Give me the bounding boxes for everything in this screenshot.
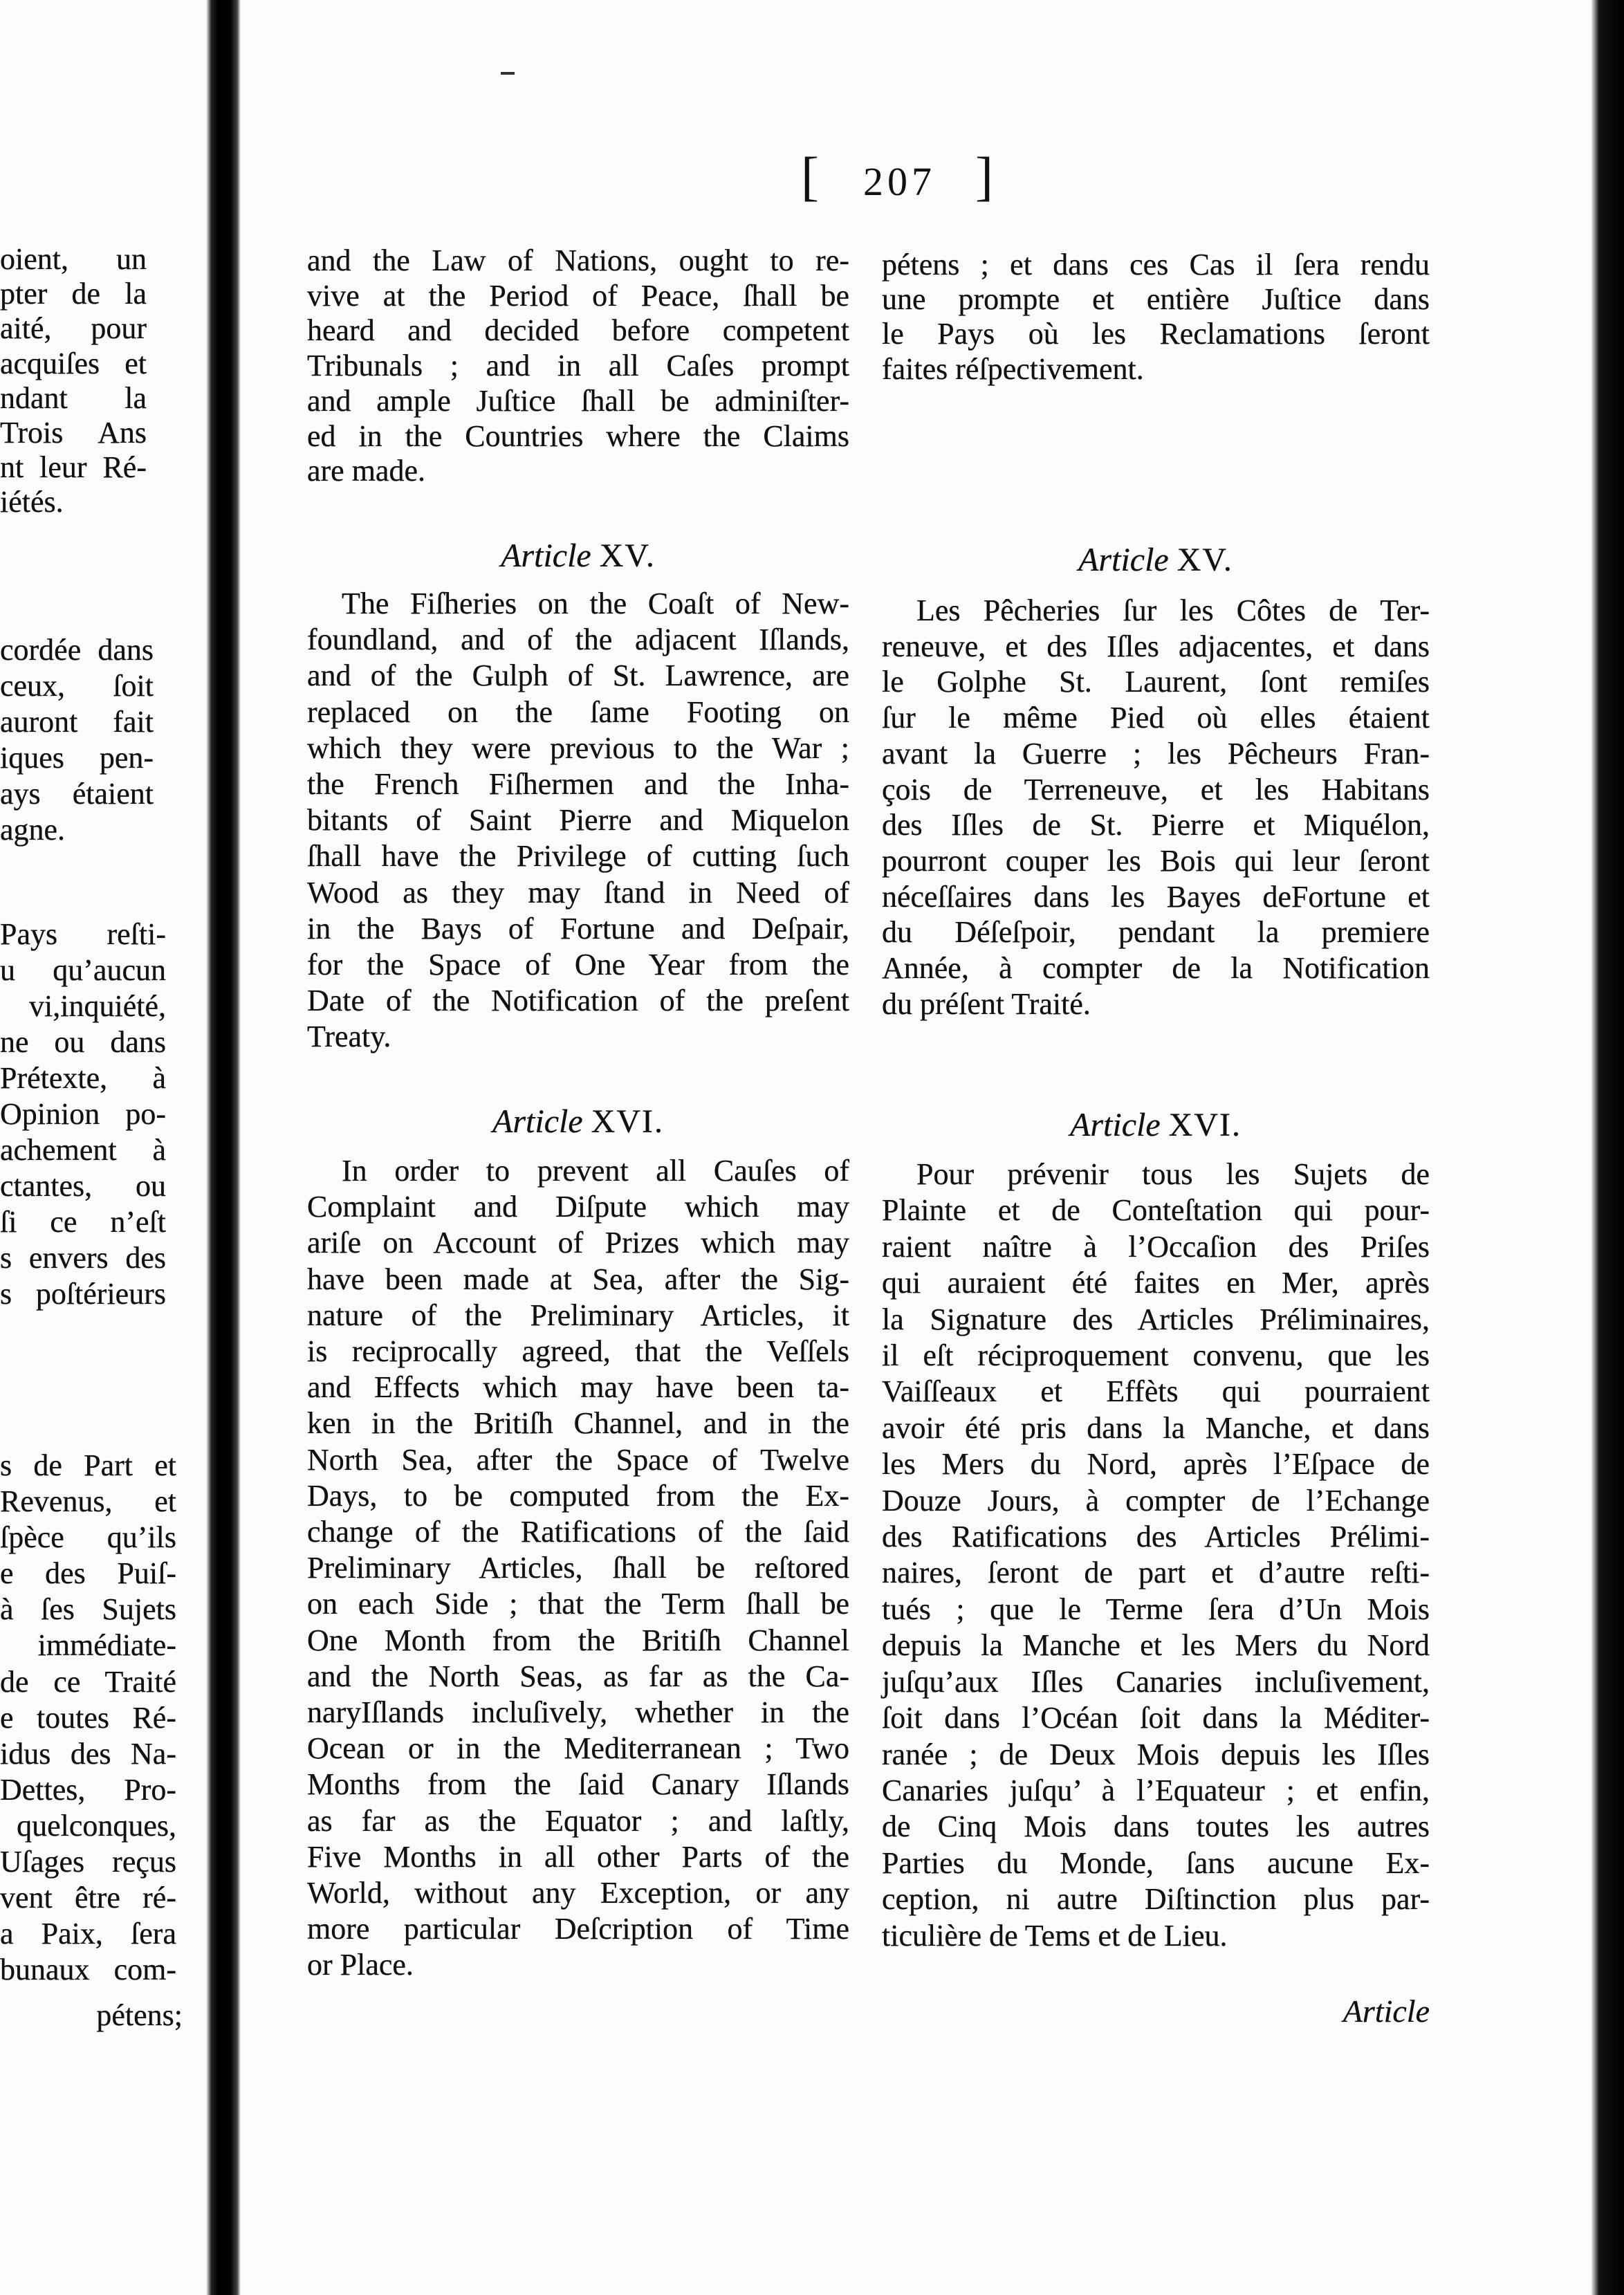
close-bracket: ] — [975, 146, 993, 206]
text-line: çois de Terreneuve, et les Habitans — [882, 772, 1430, 807]
text-line: ticulière de Tems et de Lieu. — [882, 1918, 1228, 1953]
text-line: Wood as they may ſtand in Need of — [307, 875, 849, 910]
french-article-xvi-heading — [882, 1106, 1430, 1145]
text-line: for the Space of One Year from the — [307, 948, 849, 982]
text-line: Pour prévenir tous les Sujets de — [916, 1157, 1430, 1191]
text-line: or Place. — [307, 1948, 414, 1982]
text-line: Tribunals ; and in all Caſes prompt — [307, 349, 849, 383]
text-line: Les Pêcheries ſur les Côtes de Ter- — [916, 593, 1430, 627]
text-line: ſoit dans l’Océan ſoit dans la Méditer- — [882, 1701, 1430, 1735]
fragment-line: immédiate- — [37, 1628, 176, 1663]
fragment-line: à ſes Sujets — [0, 1592, 176, 1627]
text-line: ariſe on Account of Prizes which may — [307, 1226, 849, 1260]
text-line: the French Fiſhermen and the Inha- — [307, 767, 849, 802]
fragment-line: achement à — [0, 1133, 166, 1167]
fragment-line: Pays reſti- — [0, 917, 166, 951]
text-line: Treaty. — [307, 1020, 391, 1054]
text-line: Vaiſſeaux et Effèts qui pourraient — [882, 1374, 1430, 1409]
fragment-line: Trois Ans — [0, 416, 147, 450]
text-line: de Cinq Mois dans toutes les autres — [882, 1809, 1430, 1844]
text-line: bitants of Saint Pierre and Miquelon — [307, 803, 849, 838]
fragment-line: Uſages reçus — [0, 1845, 176, 1879]
english-continuation-paragraph — [307, 243, 849, 489]
fragment-line: e toutes Ré- — [0, 1700, 176, 1735]
fragment-line: iétés. — [0, 485, 64, 519]
article-label: Article — [492, 1103, 583, 1140]
text-line: foundland, and of the adjacent Iſlands, — [307, 623, 849, 657]
text-line: le Pays où les Reclamations ſeront — [882, 317, 1430, 351]
fragment-line: bunaux com- — [0, 1953, 176, 1987]
text-line: faites réſpectivement. — [882, 351, 1144, 386]
text-line: depuis la Manche et les Mers du Nord — [882, 1628, 1430, 1663]
text-line: have been made at Sea, after the Sig- — [307, 1262, 849, 1296]
fragment-line: s de Part et — [0, 1448, 176, 1482]
fragment-line: cordée dans — [0, 633, 154, 667]
fragment-line: ndant la — [0, 380, 147, 415]
page-number: 207 — [863, 159, 936, 204]
text-line: la Signature des Articles Préliminaires, — [882, 1302, 1430, 1336]
fragment-line: agne. — [0, 813, 66, 847]
fragment-line: u qu’aucun — [0, 953, 166, 987]
text-line: more particular Deſcription of Time — [307, 1912, 849, 1946]
fragment-line: e des Puiſ- — [0, 1556, 176, 1591]
text-line: ſhall have the Privilege of cutting ſuch — [307, 839, 849, 874]
text-line: and ample Juſtice ſhall be adminiſter- — [307, 383, 849, 418]
french-article-xv-heading — [882, 541, 1430, 580]
fragment-line: ays étaient — [0, 777, 154, 811]
text-line: ken in the Britiſh Channel, and in the — [307, 1406, 849, 1441]
fragment-line: ne ou dans — [0, 1025, 166, 1059]
english-article-xv-heading — [307, 537, 849, 575]
left-page-fragment-block — [0, 1448, 176, 1988]
fragment-line: ctantes, ou — [0, 1169, 166, 1203]
text-line: North Sea, after the Space of Twelve — [307, 1442, 849, 1477]
fragment-line: vent être ré- — [0, 1881, 176, 1915]
text-line: tués ; que le Terme ſera d’Un Mois — [882, 1592, 1430, 1626]
catchword: Article — [1342, 1993, 1430, 2029]
text-line: ception, ni autre Diſtinction plus par- — [882, 1882, 1430, 1917]
fragment-line: Revenus, et — [0, 1484, 176, 1519]
fragment-line: Dettes, Pro- — [0, 1772, 176, 1807]
text-line: ed in the Countries where the Claims — [307, 418, 849, 453]
text-line: avoir été pris dans la Manche, et dans — [882, 1410, 1430, 1445]
text-line: World, without any Exception, or any — [307, 1876, 849, 1910]
text-line: Five Months in all other Parts of the — [307, 1839, 849, 1874]
text-line: change of the Ratifications of the ſaid — [307, 1515, 849, 1549]
text-line: néceſſaires dans les Bayes deFortune et — [882, 879, 1430, 914]
french-article-xvi-paragraph — [882, 1156, 1430, 1954]
text-line: du préſent Traité. — [882, 986, 1091, 1021]
text-line: avant la Guerre ; les Pêcheurs Fran- — [882, 736, 1430, 771]
text-line: replaced on the ſame Footing on — [307, 694, 849, 729]
fragment-line: quelconques, — [17, 1808, 176, 1843]
text-line: on each Side ; that the Term ſhall be — [307, 1587, 849, 1621]
fragment-line: s poſtérieurs — [0, 1277, 166, 1311]
text-line: ſur le même Pied où elles étaient — [882, 701, 1430, 735]
fragment-line: iques pen- — [0, 741, 154, 775]
text-line: Douze Jours, à compter de l’Echange — [882, 1483, 1430, 1518]
text-line: des Iſles de St. Pierre et Miquélon, — [882, 808, 1430, 842]
article-label: Article — [1078, 542, 1169, 578]
fragment-line: acquiſes et — [0, 346, 147, 380]
text-line: One Month from the Britiſh Channel — [307, 1623, 849, 1657]
french-continuation-paragraph — [882, 248, 1430, 387]
english-article-xv-paragraph — [307, 586, 849, 1056]
french-article-xv-paragraph — [882, 593, 1430, 1022]
text-line: vive at the Period of Peace, ſhall be — [307, 278, 849, 313]
fragment-line: aité, pour — [0, 311, 147, 346]
fragment-line: Opinion po- — [0, 1097, 166, 1131]
fragment-line: ceux, ſoit — [0, 669, 154, 703]
text-line: du Déſeſpoir, pendant la premiere — [882, 915, 1430, 950]
text-line: Plainte et de Conteſtation qui pour- — [882, 1193, 1430, 1228]
text-line: pourront couper les Bois qui leur ſeront — [882, 843, 1430, 878]
fragment-line: a Paix, ſera — [0, 1917, 176, 1951]
text-line: is reciprocally agreed, that the Veſſels — [307, 1334, 849, 1369]
text-line: which they were previous to the War ; — [307, 730, 849, 765]
text-line: Date of the Notification of the preſent — [307, 984, 849, 1018]
article-numeral: XVI. — [591, 1103, 664, 1140]
text-line: Complaint and Diſpute which may — [307, 1190, 849, 1224]
text-line: and Effects which may have been ta- — [307, 1370, 849, 1405]
fragment-line: s envers des — [0, 1241, 166, 1275]
text-line: and of the Gulph of St. Lawrence, are — [307, 658, 849, 693]
english-article-xvi-heading — [307, 1103, 849, 1141]
text-line: and the North Seas, as far as the Ca- — [307, 1659, 849, 1693]
text-line: il eſt réciproquement convenu, que les — [882, 1338, 1430, 1373]
text-line: juſqu’aux Iſles Canaries incluſivement, — [882, 1664, 1430, 1699]
text-line: are made. — [307, 454, 425, 488]
text-line: nature of the Preliminary Articles, it — [307, 1298, 849, 1332]
fragment-line: oient, un — [0, 242, 147, 276]
article-numeral: XVI. — [1168, 1107, 1242, 1143]
fragment-line: vi,inquiété, — [29, 989, 166, 1023]
text-line: qui auraient été faites en Mer, après — [882, 1266, 1430, 1300]
text-line: ranée ; de Deux Mois depuis les Iſles — [882, 1737, 1430, 1771]
text-line: Canaries juſqu’ à l’Equateur ; et enfin, — [882, 1773, 1430, 1807]
article-label: Article — [1070, 1107, 1161, 1143]
text-line: les Mers du Nord, après l’Eſpace de — [882, 1447, 1430, 1482]
text-line: raient naître à l’Occaſion des Priſes — [882, 1229, 1430, 1264]
stray-mark — [501, 72, 515, 75]
text-line: pétens ; et dans ces Cas il ſera rendu — [882, 248, 1430, 282]
text-line: Days, to be computed from the Ex- — [307, 1478, 849, 1513]
text-line: le Golphe St. Laurent, ſont remiſes — [882, 665, 1430, 699]
left-page-fragment-block — [0, 632, 154, 848]
text-line: des Ratifications des Articles Prélimi- — [882, 1520, 1430, 1554]
text-line: The Fiſheries on the Coaſt of New- — [342, 587, 849, 620]
text-line: Parties du Monde, ſans aucune Ex- — [882, 1845, 1430, 1880]
text-line: naryIſlands incluſively, whether in the — [307, 1695, 849, 1730]
left-page-fragment-block — [0, 242, 147, 520]
text-line: and the Law of Nations, ought to re- — [307, 243, 849, 277]
fragment-line: pter de la — [0, 277, 147, 311]
open-bracket: [ — [801, 146, 819, 206]
text-line: reneuve, et des Iſles adjacentes, et dans — [882, 629, 1430, 663]
text-line: In order to prevent all Cauſes of — [342, 1154, 849, 1188]
text-line: Months from the ſaid Canary Iſlands — [307, 1767, 849, 1802]
fragment-line: auront fait — [0, 705, 154, 739]
text-line: heard and decided before competent — [307, 313, 849, 348]
text-line: Ocean or in the Mediterranean ; Two — [307, 1731, 849, 1766]
text-line: as far as the Equator ; and laſtly, — [307, 1803, 849, 1838]
text-line: une prompte et entière Juſtice dans — [882, 282, 1430, 317]
fragment-line: idus des Na- — [0, 1736, 176, 1771]
page-edge-shadow — [1591, 0, 1624, 2295]
fragment-line: ſi ce n’eſt — [0, 1205, 166, 1239]
text-line: in the Bays of Fortune and Deſpair, — [307, 911, 849, 946]
english-article-xvi-paragraph — [307, 1153, 849, 1984]
gutter-shadow — [206, 0, 241, 2295]
left-page-fragment-block — [0, 916, 166, 1312]
fragment-line: nt leur Ré- — [0, 450, 147, 485]
fragment-line: Prétexte, à — [0, 1061, 166, 1095]
text-line: Preliminary Articles, ſhall be reſtored — [307, 1551, 849, 1585]
fragment-line: ſpèce qu’ils — [0, 1520, 176, 1555]
text-line: Année, à compter de la Notification — [882, 951, 1430, 986]
text-line: naires, ſeront de part et d’autre reſti- — [882, 1556, 1430, 1590]
article-numeral: XV. — [599, 537, 656, 574]
fragment-line: de ce Traité — [0, 1664, 176, 1699]
left-page-catchword: pétens; — [96, 1998, 183, 2032]
article-numeral: XV. — [1177, 542, 1233, 578]
article-label: Article — [501, 537, 591, 574]
